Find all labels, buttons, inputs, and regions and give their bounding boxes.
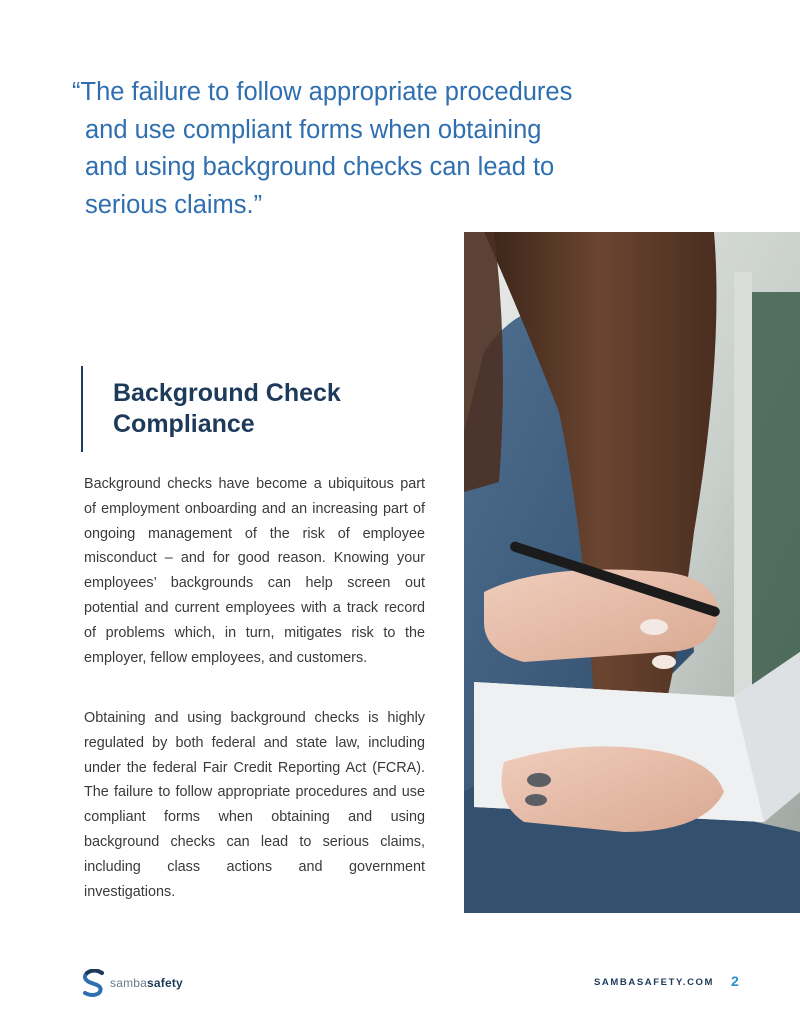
website-link[interactable]: SAMBASAFETY.COM xyxy=(594,977,715,988)
pull-quote xyxy=(72,74,612,224)
section-heading xyxy=(113,378,433,440)
sambasafety-logo-icon xyxy=(82,969,106,997)
page-number: 2 xyxy=(731,973,739,989)
woman-writing-in-notebook-photo xyxy=(464,232,800,913)
pull-quote-line: and use compliant forms when obtaining xyxy=(85,115,542,144)
body-paragraph: Obtaining and using background checks is highly regulated by both federal and state law, including under the federal Fair Credit Reporting Act (FCRA). The failure to follow appropriate procedures and use compliant forms when obtaining and using background checks can lead to serious claims, including class actions and government investigations. xyxy=(84,710,425,900)
pull-quote-line: and using background checks can lead to xyxy=(85,153,555,181)
body-paragraph: Background checks have become a ubiquitous part of employment onboarding and an increasing part of ongoing management of the risk of employee misconduct – and for good reason. Knowing your employees’ backgrounds can help screen out potential and current employees with a track record of problems which, in turn, mitigates risk to the employer, fellow employees, and customers. xyxy=(84,476,425,666)
pull-quote-line: “The failure to follow appropriate procedures xyxy=(72,78,573,106)
section-heading-line: Compliance xyxy=(113,410,255,438)
sambasafety-logo-text: sambasafety xyxy=(110,976,183,990)
section-heading-line: Background Check xyxy=(113,379,341,407)
pull-quote-line: serious claims.” xyxy=(85,190,263,219)
sambasafety-logo xyxy=(82,968,183,998)
section-accent-bar xyxy=(81,366,83,452)
